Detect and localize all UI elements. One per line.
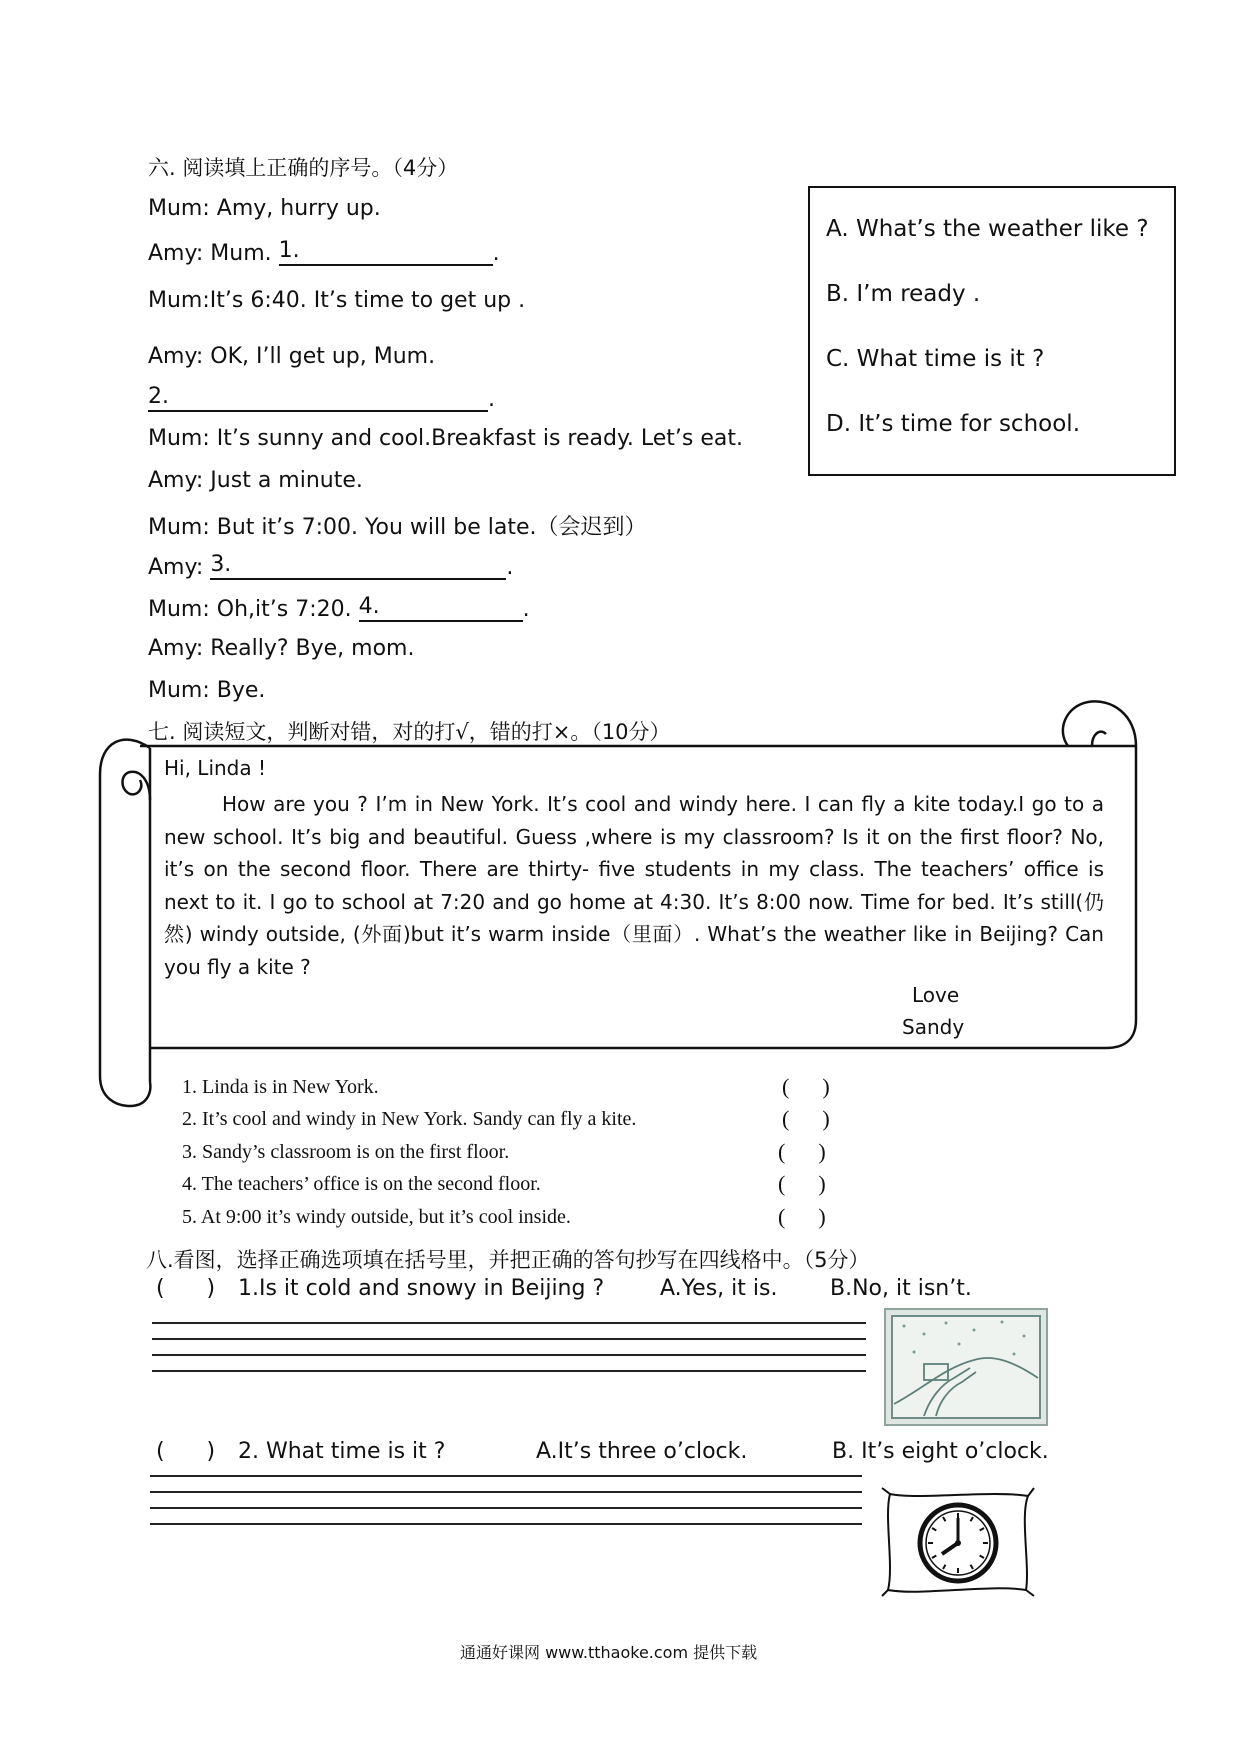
answer-blank[interactable] bbox=[148, 384, 488, 412]
option-b: B. I’m ready . bbox=[826, 281, 981, 307]
q2-writing-line-1[interactable] bbox=[150, 1475, 862, 1477]
answer-paren[interactable]: ( ) bbox=[782, 1074, 830, 1099]
dialogue-line bbox=[148, 344, 435, 369]
q1-writing-line-2[interactable] bbox=[152, 1338, 866, 1340]
q2-writing-line-2[interactable] bbox=[150, 1491, 862, 1493]
answer-paren[interactable]: ( ) bbox=[778, 1139, 826, 1164]
blank-number: 4. bbox=[358, 594, 380, 619]
letter-signature: Sandy bbox=[902, 1015, 965, 1039]
dialogue-line bbox=[148, 426, 743, 451]
q2-paren[interactable]: ( ) bbox=[156, 1439, 216, 1464]
blank-number: 3. bbox=[210, 552, 232, 577]
speaker-label: Amy: bbox=[148, 344, 204, 369]
dialogue-text: But it’s 7:00. You will be late.（会迟到） bbox=[209, 515, 647, 540]
dialogue-text bbox=[203, 555, 210, 580]
blank-number: 1. bbox=[278, 238, 300, 263]
letter-greeting: Hi, Linda ! bbox=[164, 756, 267, 780]
great-wall-snow-picture bbox=[884, 1308, 1048, 1426]
q2-question: 2. What time is it ? bbox=[238, 1439, 446, 1464]
dialogue-line bbox=[148, 552, 513, 580]
letter-closing: Love bbox=[912, 983, 960, 1007]
dialogue-line bbox=[148, 238, 500, 266]
answer-paren[interactable]: ( ) bbox=[778, 1204, 826, 1229]
option-c: C. What time is it ? bbox=[826, 346, 1045, 372]
dialogue-line bbox=[148, 468, 363, 493]
speaker-label: Amy: bbox=[148, 636, 204, 661]
section7-heading: 七. 阅读短文，判断对错，对的打√，错的打×。（10分） bbox=[148, 720, 671, 744]
dialogue-text: Just a minute. bbox=[203, 468, 363, 493]
q2-option-a: A.It’s three o’clock. bbox=[536, 1439, 748, 1464]
dialogue-text: Bye. bbox=[209, 678, 266, 703]
speaker-label: Mum: bbox=[148, 678, 210, 703]
section6-heading: 六. 阅读填上正确的序号。（4分） bbox=[148, 156, 459, 180]
statement-3: 3. Sandy’s classroom is on the first floor. bbox=[182, 1141, 510, 1163]
speaker-label: Mum: bbox=[148, 597, 210, 622]
blank-period: . bbox=[506, 555, 514, 580]
blank-period: . bbox=[522, 597, 530, 622]
dialogue-text: Amy, hurry up. bbox=[209, 196, 381, 221]
answer-blank[interactable] bbox=[279, 238, 493, 266]
q1-writing-line-4[interactable] bbox=[152, 1370, 866, 1372]
answer-blank[interactable] bbox=[359, 594, 523, 622]
speaker-label: Mum: bbox=[148, 426, 210, 451]
q1-paren[interactable]: ( ) bbox=[156, 1276, 216, 1301]
option-a: A. What’s the weather like ? bbox=[826, 216, 1149, 242]
blank-period: . bbox=[488, 387, 495, 412]
speaker-label: Amy: bbox=[148, 241, 204, 266]
dialogue-line bbox=[148, 196, 381, 221]
dialogue-text: OK, I’ll get up, Mum. bbox=[203, 344, 436, 369]
options-box bbox=[808, 186, 1176, 476]
dialogue-line bbox=[148, 288, 525, 313]
dialogue-line bbox=[148, 510, 646, 541]
section8-heading: 八.看图，选择正确选项填在括号里，并把正确的答句抄写在四线格中。（5分） bbox=[146, 1248, 870, 1272]
dialogue-text: Oh,it’s 7:20. bbox=[209, 597, 359, 622]
dialogue-line bbox=[148, 594, 530, 622]
q1-writing-line-1[interactable] bbox=[152, 1322, 866, 1324]
footer: 通通好课网 www.tthaoke.com 提供下载 bbox=[460, 1643, 758, 1662]
dialogue-text: It’s 6:40. It’s time to get up . bbox=[209, 288, 526, 313]
q1-writing-line-3[interactable] bbox=[152, 1354, 866, 1356]
statement-5: 5. At 9:00 it’s windy outside, but it’s cool inside. bbox=[182, 1206, 571, 1228]
answer-paren[interactable]: ( ) bbox=[782, 1106, 830, 1131]
statement-4: 4. The teachers’ office is on the second floor. bbox=[182, 1173, 541, 1195]
speaker-label: Amy: bbox=[148, 468, 204, 493]
q2-writing-line-3[interactable] bbox=[150, 1507, 862, 1509]
letter-body-text: How are you ? I’m in New York. It’s cool and windy here. I can fly a kite today.I go to a new school. It’s big and beautiful. Guess ,where is my classroom? Is it on the first floor? No, it’s on the second floor. There are thirty- five students in my class. The teachers’ office is next to it. I go to school at 7:20 and go home at 4:30. It’s 8:00 now. Time for bed. It’s still(仍然) windy outside, (外面)but it’s warm inside（里面）. What’s the weather like in Beijing? Can you fly a kite ? bbox=[164, 792, 1104, 979]
dialogue-text: It’s sunny and cool.Breakfast is ready. Let’s eat. bbox=[209, 426, 743, 451]
speaker-label: Amy: bbox=[148, 555, 204, 580]
q1-question: 1.Is it cold and snowy in Beijing ? bbox=[238, 1276, 605, 1301]
dialogue-line bbox=[148, 636, 414, 661]
q1-option-b: B.No, it isn’t. bbox=[830, 1276, 972, 1301]
answer-blank[interactable] bbox=[210, 552, 506, 580]
dialogue-text: Really? Bye, mom. bbox=[203, 636, 415, 661]
dialogue-text: Mum. bbox=[203, 241, 279, 266]
dialogue-line bbox=[148, 384, 495, 412]
q2-writing-line-4[interactable] bbox=[150, 1523, 862, 1525]
q1-option-a: A.Yes, it is. bbox=[660, 1276, 778, 1301]
speaker-label: Mum: bbox=[148, 515, 210, 540]
q2-option-b: B. It’s eight o’clock. bbox=[832, 1439, 1049, 1464]
speaker-label: Mum: bbox=[148, 288, 210, 313]
answer-paren[interactable]: ( ) bbox=[778, 1171, 826, 1196]
blank-period: . bbox=[492, 241, 500, 266]
letter-body bbox=[164, 788, 1104, 983]
speaker-label: Mum: bbox=[148, 196, 210, 221]
clock-picture bbox=[880, 1486, 1036, 1598]
statement-2: 2. It’s cool and windy in New York. Sandy can fly a kite. bbox=[182, 1108, 637, 1130]
option-d: D. It’s time for school. bbox=[826, 411, 1080, 437]
statement-1: 1. Linda is in New York. bbox=[182, 1076, 379, 1098]
blank-number: 2. bbox=[148, 384, 169, 409]
